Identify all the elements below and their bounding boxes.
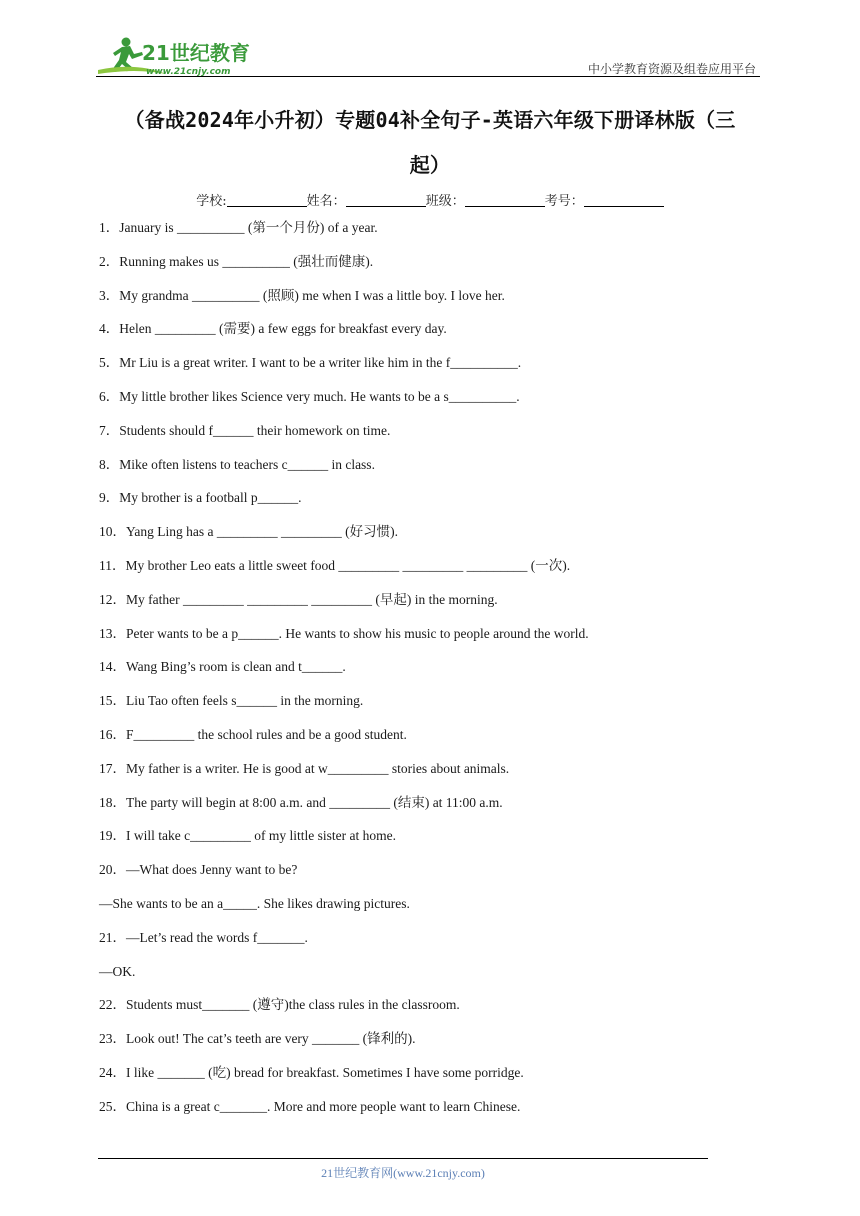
question-5: 5．Mr Liu is a great writer. I want to be a writer like him in the f__________. (99, 355, 522, 371)
question-6: 6．My little brother likes Science very much. He wants to be a s__________. (99, 388, 520, 404)
question-16: 16．F_________ the school rules and be a good student. (99, 726, 407, 742)
question-list (99, 216, 739, 1129)
question-12: 12．My father _________ _________ _________ (早起) in the morning. (99, 591, 498, 607)
question-23: 23．Look out! The cat’s teeth are very _______ (锋利的). (99, 1031, 416, 1047)
name-label: 姓名： (306, 194, 346, 209)
question-20: 20．—What does Jenny want to be? (99, 862, 298, 878)
question-11: 11．My brother Leo eats a little sweet food _________ _________ _________ (一次). (99, 557, 571, 573)
name-blank[interactable] (346, 194, 426, 207)
footer-link[interactable]: 21世纪教育网(www.21cnjy.com) (321, 1166, 485, 1180)
question-2: 2．Running makes us __________ (强壮而健康). (99, 253, 374, 269)
page-header (96, 30, 760, 78)
student-info (96, 190, 764, 209)
class-label: 班级： (425, 194, 465, 209)
question-24: 24．I like _______ (吃) bread for breakfast. Sometimes I have some porridge. (99, 1064, 524, 1080)
platform-name: 中小学教育资源及组卷应用平台 (587, 62, 756, 76)
title-line-2: 起） (409, 153, 451, 177)
footer-divider (98, 1158, 708, 1159)
question-8: 8．Mike often listens to teachers c______ in class. (99, 456, 375, 472)
question-21: 21．—Let’s read the words f_______. (99, 929, 308, 945)
question-15: 15．Liu Tao often feels s______ in the morning. (99, 693, 364, 709)
school-blank[interactable] (227, 194, 307, 207)
question-18: 18．The party will begin at 8:00 a.m. and _________ (结束) at 11:00 a.m. (99, 794, 503, 810)
question-25: 25．China is a great c_______. More and more people want to learn Chinese. (99, 1098, 521, 1114)
question-21-reply: —OK. (99, 963, 136, 979)
logo-text: 21世纪教育 (142, 41, 250, 65)
question-10: 10．Yang Ling has a _________ _________ (好习惯). (99, 524, 398, 540)
document-title (96, 98, 764, 188)
question-13: 13．Peter wants to be a p______. He wants to show his music to people around the world. (99, 625, 589, 641)
question-3: 3．My grandma __________ (照顾) me when I was a little boy. I love her. (99, 287, 505, 303)
question-19: 19．I will take c_________ of my little sister at home. (99, 828, 396, 844)
class-blank[interactable] (465, 194, 545, 207)
header-divider (96, 76, 760, 77)
exam-number-blank[interactable] (584, 194, 664, 207)
question-17: 17．My father is a writer. He is good at w_________ stories about animals. (99, 760, 510, 776)
question-14: 14．Wang Bing’s room is clean and t______. (99, 659, 346, 675)
logo (96, 34, 266, 78)
question-1: 1．January is __________ (第一个月份) of a year. (99, 220, 378, 235)
question-9: 9．My brother is a football p______. (99, 490, 302, 506)
exam-number-label: 考号： (544, 194, 584, 209)
question-4: 4．Helen _________ (需要) a few eggs for breakfast every day. (99, 321, 447, 337)
school-label: 学校: (196, 194, 227, 209)
logo-url: www.21cnjy.com (146, 67, 231, 77)
question-20-reply: —She wants to be an a_____. She likes drawing pictures. (99, 895, 410, 911)
question-7: 7．Students should f______ their homework on time. (99, 422, 391, 438)
question-22: 22．Students must_______ (遵守)the class rules in the classroom. (99, 997, 460, 1013)
title-line-1: （备战2024年小升初）专题04补全句子-英语六年级下册译林版（三 (124, 108, 736, 132)
